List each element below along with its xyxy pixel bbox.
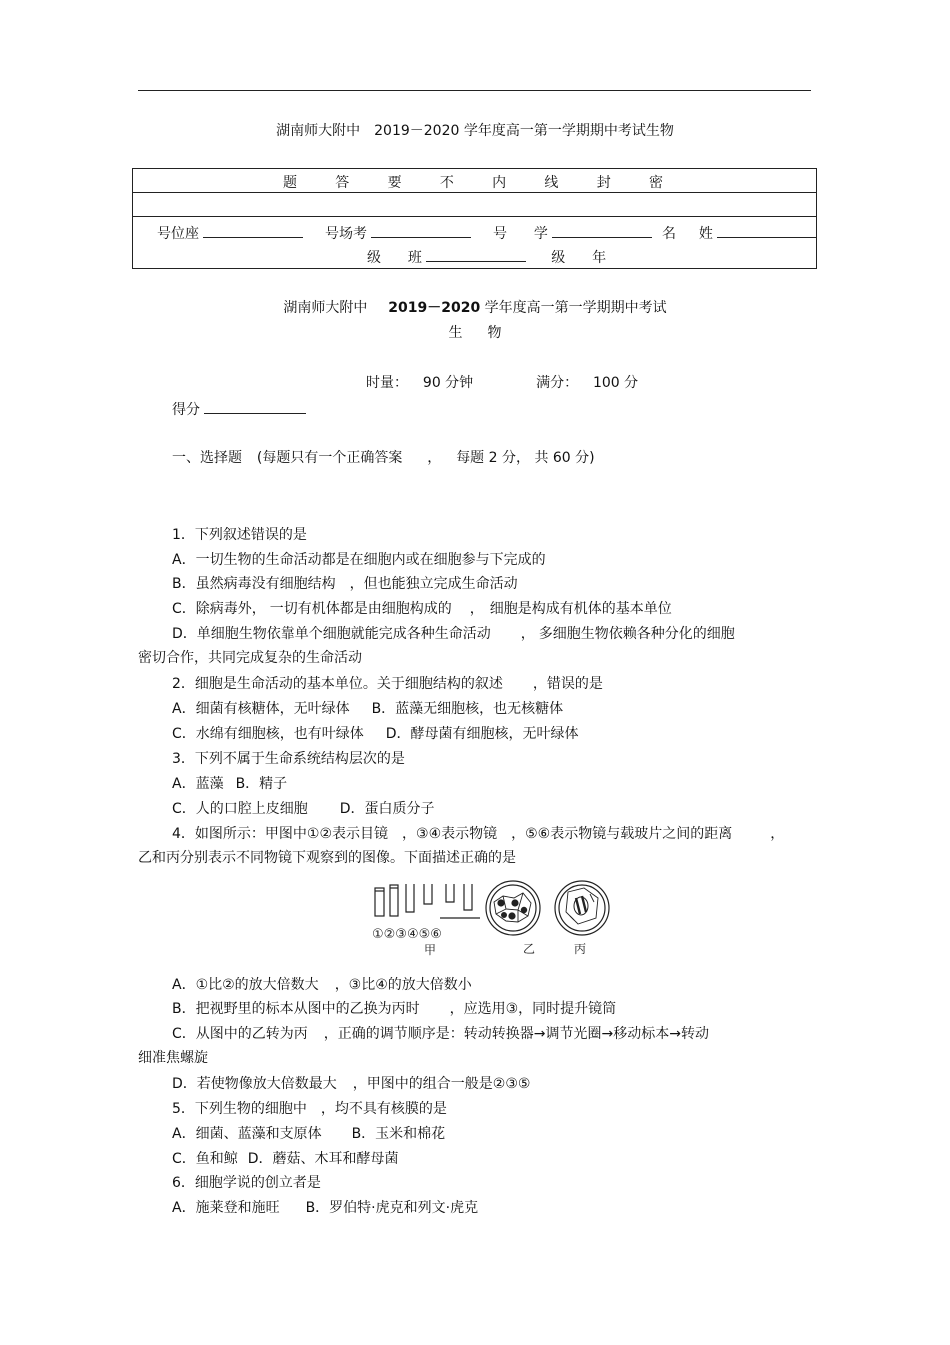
q3-option-a: A．蓝藻 [172, 776, 224, 792]
seal-line-text [283, 172, 663, 192]
seal-blank-row [133, 193, 816, 217]
q2-option-b: B．蓝藻无细胞核，也无核糖体 [371, 701, 564, 717]
seat-blank[interactable] [203, 225, 303, 238]
name-label-b: 姓 [698, 226, 713, 242]
seal-char: 封 [596, 175, 611, 191]
grade-label-b: 年 [592, 250, 607, 266]
name-blank[interactable] [717, 225, 817, 238]
eyepiece-lenses [375, 885, 398, 916]
score-field [172, 399, 306, 419]
q4-option-d: D．若使物像放大倍数最大 ，甲图中的组合一般是②③⑤ [172, 1076, 531, 1092]
view-bing-circle [555, 881, 609, 935]
time-limit [366, 372, 638, 392]
q5-options-ab [172, 1123, 445, 1143]
q5-options-cd [172, 1148, 399, 1168]
score-blank[interactable] [204, 401, 306, 414]
exam-term: 学年度高一第一学期期中考试 [484, 300, 667, 316]
seal-info-box [132, 168, 817, 269]
seat-field [157, 223, 303, 243]
seat-label: 号位座 [157, 226, 199, 242]
class-blank[interactable] [426, 249, 526, 262]
student-id-label-b: 学 [533, 226, 548, 242]
class-label-a: 级 [367, 250, 381, 266]
figure-label-jia: 甲 [424, 943, 437, 957]
seal-char: 内 [492, 175, 507, 191]
q2-options-ab [172, 698, 563, 718]
q3-options-cd [172, 798, 435, 818]
q3-option-b: B．精子 [235, 776, 288, 792]
q4-option-a: A．①比②的放大倍数大 ，③比④的放大倍数小 [172, 977, 472, 993]
student-id-blank[interactable] [552, 225, 652, 238]
q6-stem: 6．细胞学说的创立者是 [172, 1175, 321, 1191]
section-heading: 一、选择题 (每题只有一个正确答案 ， 每题 2 分， 共 60 分) [172, 450, 595, 466]
exam-school: 湖南师大附中 [283, 300, 368, 316]
figure-label-yi: 乙 [523, 942, 536, 956]
student-id-field [493, 223, 652, 243]
time-value: 90 分钟 [422, 375, 474, 391]
seal-char: 要 [387, 175, 402, 191]
seal-char: 线 [544, 175, 559, 191]
q3-option-d: D．蛋白质分子 [339, 801, 435, 817]
subject-title [0, 322, 950, 342]
name-label-a: 名 [662, 226, 676, 242]
lens-distance-marks [440, 884, 480, 918]
q1-option-d-cont: 密切合作，共同完成复杂的生命活动 [138, 650, 362, 666]
subject-char: 物 [487, 325, 502, 341]
q3-stem: 3．下列不属于生命系统结构层次的是 [172, 751, 405, 767]
score-label: 得分 [172, 402, 200, 418]
student-id-label-a: 号 [493, 226, 507, 242]
microscope-figure [370, 876, 610, 960]
time-label: 时量： [366, 375, 408, 391]
seal-line-row [133, 169, 816, 193]
q6-options-ab [172, 1197, 478, 1217]
q5-stem: 5．下列生物的细胞中 ，均不具有核膜的是 [172, 1101, 447, 1117]
q2-options-cd [172, 723, 579, 743]
seal-char: 不 [439, 175, 454, 191]
q1-option-d: D．单细胞生物依靠单个细胞就能完成各种生命活动 ， 多细胞生物依赖各种分化的细胞 [172, 626, 735, 642]
seal-char: 答 [335, 175, 350, 191]
q4-stem-cont: 乙和丙分别表示不同物镜下观察到的图像。下面描述正确的是 [138, 850, 516, 866]
full-score-value: 100 分 [592, 375, 639, 391]
q5-option-a: A．细菌、蓝藻和支原体 [172, 1126, 322, 1142]
q2-option-a: A．细菌有核糖体，无叶绿体 [172, 701, 350, 717]
q3-options-ab [172, 773, 287, 793]
seal-char: 密 [648, 175, 663, 191]
figure-lens-numbers: ①②③④⑤⑥ [372, 927, 442, 942]
exam-header [0, 297, 950, 317]
q1-option-b: B．虽然病毒没有细胞结构 ，但也能独立完成生命活动 [172, 576, 518, 592]
q4-stem: 4．如图所示：甲图中①②表示目镜 ，③④表示物镜 ，⑤⑥表示物镜与载玻片之间的距离 ， [172, 826, 785, 842]
q5-option-c: C．鱼和鲸 [172, 1151, 238, 1167]
q1-stem: 1．下列叙述错误的是 [172, 527, 307, 543]
q6-option-b: B．罗伯特·虎克和列文·虎克 [305, 1200, 479, 1216]
q2-option-d: D．酵母菌有细胞核，无叶绿体 [385, 726, 579, 742]
seal-char: 题 [283, 175, 297, 191]
room-field [325, 223, 471, 243]
section-note: (每题只有一个正确答案 [256, 450, 403, 466]
objective-lenses [406, 884, 432, 912]
full-score-label: 满分： [536, 375, 579, 391]
q6-option-a: A．施莱登和施旺 [172, 1200, 280, 1216]
name-field [662, 223, 817, 243]
grade-label-a: 级 [551, 250, 566, 266]
top-rule [138, 90, 811, 91]
q4-option-b: B．把视野里的标本从图中的乙换为丙时 ，应选用③，同时提升镜筒 [172, 1001, 617, 1017]
q5-option-d: D．蘑菇、木耳和酵母菌 [247, 1151, 399, 1167]
figure-label-bing: 丙 [574, 942, 587, 956]
q2-stem: 2．细胞是生命活动的基本单位。关于细胞结构的叙述 ，错误的是 [172, 676, 603, 692]
q5-option-b: B．玉米和棉花 [351, 1126, 446, 1142]
q1-option-c: C．除病毒外， 一切有机体都是由细胞构成的 ， 细胞是构成有机体的基本单位 [172, 601, 672, 617]
q3-option-c: C．人的口腔上皮细胞 [172, 801, 308, 817]
class-field [367, 247, 606, 267]
room-label: 号场考 [325, 226, 367, 242]
q4-option-c: C．从图中的乙转为丙 ，正确的调节顺序是：转动转换器→调节光圈→移动标本→转动 [172, 1026, 709, 1042]
subject-char: 生 [448, 325, 463, 341]
view-yi-circle [486, 881, 540, 935]
q1-option-a: A．一切生物的生命活动都是在细胞内或在细胞参与下完成的 [172, 552, 546, 568]
section-title: 一、选择题 [172, 450, 242, 466]
q2-option-c: C．水绵有细胞核，也有叶绿体 [172, 726, 364, 742]
class-label-b: 班 [407, 250, 422, 266]
document-title: 湖南师大附中 2019－2020 学年度高一第一学期期中考试生物 [276, 123, 674, 139]
room-blank[interactable] [371, 225, 471, 238]
q4-option-c-cont: 细准焦螺旋 [138, 1050, 208, 1066]
exam-year: 2019－2020 [388, 300, 481, 316]
